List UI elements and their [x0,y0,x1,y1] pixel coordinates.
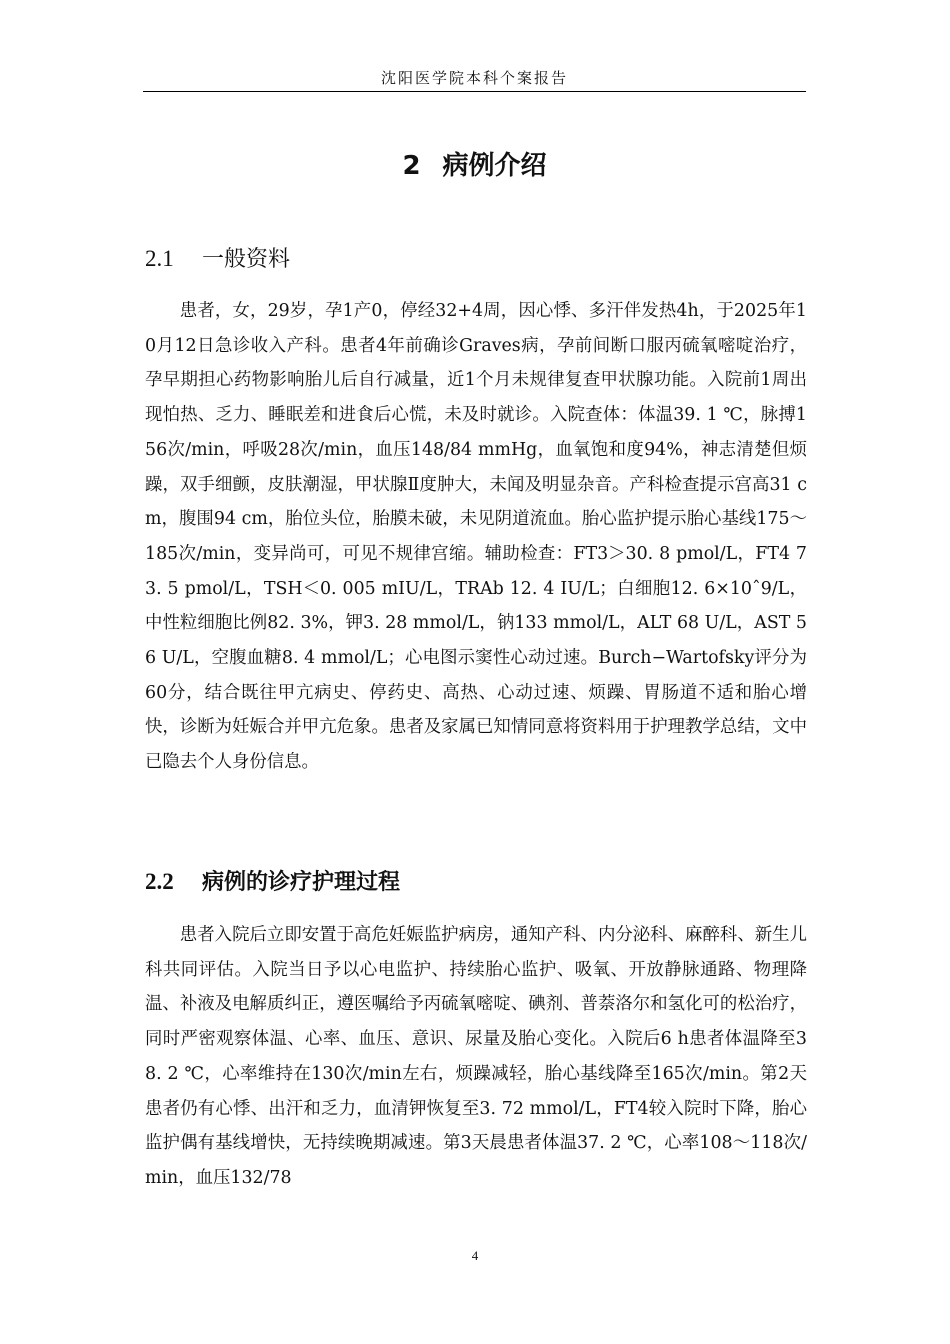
section-number: 2.1 [145,246,174,271]
page-number: 4 [471,1248,479,1263]
section-paragraph-general: 患者，女，29岁，孕1产0，停经32+4周，因心悸、多汗伴发热4h，于2025年10月12日急诊收入产科。患者4年前确诊Graves病，孕前间断口服丙硫氧嘧啶治疗，孕早期担心药物影响胎儿后自行减量，近1个月未规律复查甲状腺功能。入院前1周出现怕热、乏力、睡眠差和进食后心慌，未及时就诊。入院查体：体温39. 1 ℃，脉搏156次/min，呼吸28次/min，血压148/84 mmHg，血氧饱和度94%，神志清楚但烦躁，双手细颤，皮肤潮湿，甲状腺Ⅱ度肿大，未闻及明显杂音。产科检查提示宫高31 cm，腹围94 cm，胎位头位，胎膜未破，未见阴道流血。胎心监护提示胎心基线175～185次/min，变异尚可，可见不规律宫缩。辅助检查：FT3＞30. 8 pmol/L，FT4 73. 5 pmol/L，TSH＜0. 005 mIU/L，TRAb 12. 4 IU/L；白细胞12. 6×10ˆ9/L，中性粒细胞比例82. 3%，钾3. 28 mmol/L，钠133 mmol/L，ALT 68 U/L，AST 56 U/L，空腹血糖8. 4 mmol/L；心电图示窦性心动过速。Burch−Wartofsky评分为60分，结合既往甲亢病史、停药史、高热、心动过速、烦躁、胃肠道不适和胎心增快，诊断为妊娠合并甲亢危象。患者及家属已知情同意将资料用于护理教学总结，文中已隐去个人身份信息。 [145,301,807,773]
section-paragraph-treatment: 患者入院后立即安置于高危妊娠监护病房，通知产科、内分泌科、麻醉科、新生儿科共同评估。入院当日予以心电监护、持续胎心监护、吸氧、开放静脉通路、物理降温、补液及电解质纠正，遵医嘱给予丙硫氧嘧啶、碘剂、普萘洛尔和氢化可的松治疗，同时严密观察体温、心率、血压、意识、尿量及胎心变化。入院后6 h患者体温降至38. 2 ℃，心率维持在130次/min左右，烦躁减轻，胎心基线降至165次/min。第2天患者仍有心悸、出汗和乏力，血清钾恢复至3. 72 mmol/L，FT4较入院时下降，胎心监护偶有基线增快，无持续晚期减速。第3天晨患者体温37. 2 ℃，心率108～118次/min，血压132/78 [145,925,807,1188]
section-title: 一般资料 [202,247,291,272]
section-title: 病例的诊疗护理过程 [202,870,401,895]
section-number: 2.2 [145,869,174,894]
section-heading-treatment [145,866,805,899]
chapter-title: 病例介绍 [442,151,547,181]
section-heading-general [145,243,805,276]
chapter-number: 2 [402,151,421,181]
chapter-heading [143,148,806,184]
page-header: 沈阳医学院本科个案报告 [143,66,806,92]
